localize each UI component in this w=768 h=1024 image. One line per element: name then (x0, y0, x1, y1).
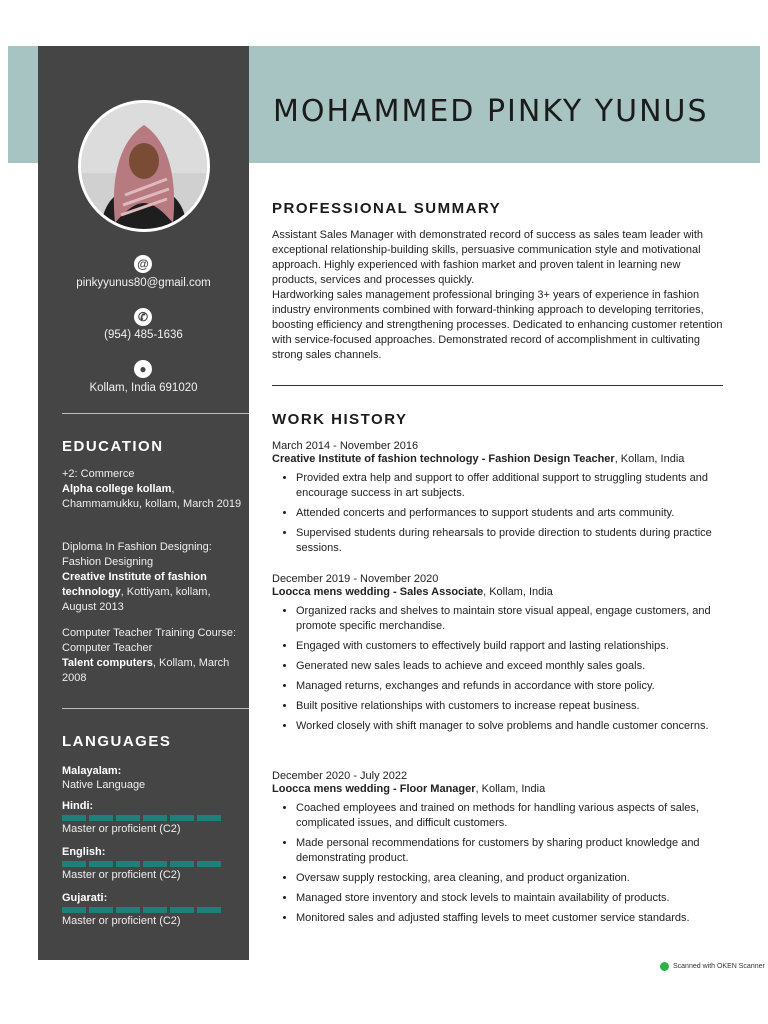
list-item: • Engaged with customers to effectively build rapport and lasting relationships. (296, 639, 724, 654)
scanner-logo-icon (660, 962, 669, 971)
proficiency-bar (62, 815, 242, 821)
language-level: Master or proficient (C2) (62, 823, 181, 835)
summary-paragraph: Hardworking sales management professional bringing 3+ years of experience in fashion industry environments combined with forward-thinking approach to developing territories, boosting efficiency and strengthening processes. Dedicated to enhancing customer retention with service-focused approaches. Demonstrated record of accomplishment in cultivating strong sales channels. (272, 289, 723, 361)
school-details: , Kollam, March 2008 (62, 657, 230, 684)
list-item: • Generated new sales leads to achieve and exceed monthly sales goals. (296, 659, 724, 674)
job-title (272, 453, 724, 465)
task-list (272, 801, 724, 926)
proficiency-bar (62, 907, 242, 913)
summary-heading: PROFESSIONAL SUMMARY (272, 200, 502, 217)
job-dates: March 2014 - November 2016 (272, 440, 419, 452)
person-image (81, 103, 207, 229)
list-item: • Built positive relationships with customers to increase repeat business. (296, 699, 724, 714)
school-name: Creative Institute of fashion technology (62, 571, 207, 598)
language-gujarati (62, 891, 242, 928)
task-list (272, 604, 724, 734)
list-item: • Worked closely with shift manager to solve problems and handle customer concerns. (296, 719, 724, 734)
contact-email[interactable]: pinkyyunus80@gmail.com (76, 277, 211, 289)
job-location: , Kollam, India (483, 586, 553, 598)
job-employer: Creative Institute of fashion technology - Fashion Design Teacher (272, 453, 615, 465)
list-item: • Managed returns, exchanges and refunds in accordance with store policy. (296, 679, 724, 694)
job-title (272, 783, 724, 795)
language-name: Malayalam: (62, 765, 122, 777)
job-dates: December 2019 - November 2020 (272, 573, 439, 585)
language-name: Hindi: (62, 800, 94, 812)
task-list (272, 471, 724, 556)
education-entry (62, 626, 242, 686)
degree: Diploma In Fashion Designing: Fashion Designing (62, 541, 212, 568)
section-divider (272, 385, 723, 386)
list-item: • Attended concerts and performances to support students and arts community. (296, 506, 724, 521)
education-entry (62, 467, 242, 512)
location-pin-icon: ● (134, 360, 152, 378)
email-icon: @ (134, 255, 152, 273)
language-level: Native Language (62, 779, 146, 791)
job-employer: Loocca mens wedding - Sales Associate (272, 586, 484, 598)
language-level: Master or proficient (C2) (62, 915, 181, 927)
job-location: , Kollam, India (475, 783, 546, 795)
languages-heading: LANGUAGES (62, 733, 172, 750)
school-name: Talent computers (62, 657, 153, 669)
list-item: • Provided extra help and support to offer additional support to struggling students and encourage success in art subjects. (296, 471, 724, 501)
language-hindi (62, 799, 242, 836)
language-english (62, 845, 242, 882)
language-malayalam (62, 764, 242, 792)
list-item: • Made personal recommendations for customers by sharing product knowledge and demonstrating product. (296, 836, 724, 866)
school-name: Alpha college kollam (62, 483, 172, 495)
list-item: • Organized racks and shelves to maintain store visual appeal, engage customers, and promote specific merchandise. (296, 604, 724, 634)
scanner-watermark (660, 962, 765, 971)
degree: +2: Commerce (62, 468, 135, 480)
profile-photo (78, 100, 210, 232)
list-item: • Managed store inventory and stock levels to maintain availability of products. (296, 891, 724, 906)
job-entry (272, 440, 724, 561)
phone-icon: ✆ (134, 308, 152, 326)
language-name: English: (62, 846, 106, 858)
job-location: , Kollam, India (614, 453, 685, 465)
candidate-name: MOHAMMED PINKY YUNUS (273, 94, 709, 129)
education-heading: EDUCATION (62, 438, 164, 455)
sidebar-divider (62, 708, 249, 709)
list-item: • Monitored sales and adjusted staffing levels to meet customer service standards. (296, 911, 724, 926)
language-name: Gujarati: (62, 892, 108, 904)
job-title (272, 586, 724, 598)
sidebar-divider (62, 413, 249, 414)
job-entry (272, 573, 724, 739)
proficiency-bar (62, 861, 242, 867)
list-item: • Coached employees and trained on methods for handling various aspects of sales, complicated issues, and difficult customers. (296, 801, 724, 831)
language-level: Master or proficient (C2) (62, 869, 181, 881)
list-item: • Oversaw supply restocking, area cleaning, and product organization. (296, 871, 724, 886)
sidebar (38, 46, 249, 960)
job-entry (272, 770, 724, 931)
contact-location: Kollam, India 691020 (89, 382, 198, 394)
job-employer: Loocca mens wedding - Floor Manager (272, 783, 476, 795)
summary-paragraph: Assistant Sales Manager with demonstrated record of success as sales team leader with exceptional relationship-building skills, persuasive communication style and motivational approach. Highly experienced with fashion market and proven talent in learning new products, services and processes quickly. (272, 229, 704, 286)
scanner-text: Scanned with OKEN Scanner (673, 963, 765, 970)
school-details: , Kottiyam, kollam, August 2013 (62, 586, 211, 613)
work-history-heading: WORK HISTORY (272, 411, 408, 428)
list-item: • Supervised students during rehearsals to provide direction to students during practice sessions. (296, 526, 724, 556)
job-dates: December 2020 - July 2022 (272, 770, 408, 782)
degree: Computer Teacher Training Course: Computer Teacher (62, 627, 237, 654)
summary-text (272, 228, 724, 363)
school-details: , Chammamukku, kollam, March 2019 (62, 483, 242, 510)
education-entry (62, 540, 242, 615)
contact-phone[interactable]: (954) 485-1636 (104, 329, 183, 341)
